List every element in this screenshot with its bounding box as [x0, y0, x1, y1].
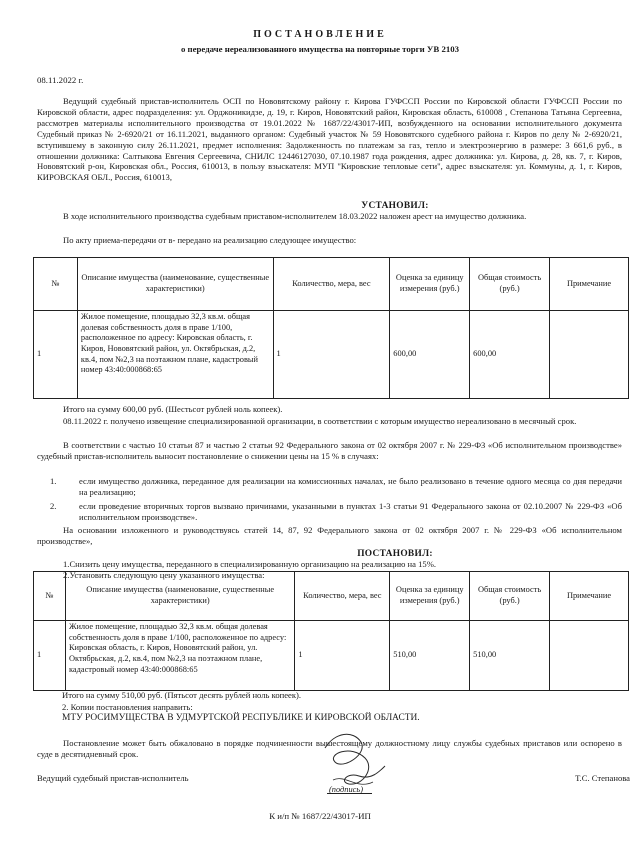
intro-paragraph: Ведущий судебный пристав-исполнитель ОСП по Нововятскому району г. Кирова ГУФССП России по Кировской области ГУФССП России по Кировской области, адрес подразделения: ул. Орджоникидзе, д. 19, г. Киров, Нововятский район, Кировская область, 610008 , Степанова Татьяна Сергеевна, рассмотрев материалы исполнительного производства от 19.01.2022 № 1687/22/43017-ИП, возбужденного на основании исполнительного документа Судебный приказ № 2-6920/21 от 16.11.2021, выданного органом: Судебный участок № 59 Нововятского судебного района г. Киров по делу № 2-6920/21, вступившему в законную силу 26.11.2021, предмет исполнения: Задолженность по платежам за газ, тепло и электроэнергию в размере: 3 661,6 руб., в отношении должника: Салтыкова Евгения Сергеевича, СНИЛС 12446127030, 07.10.1987 года рождения, адрес должника: ул. Кирова, д. 28, кв. 7, г. Киров, Нововятский р-он, Кировская обл., Россия, 610013, в пользу взыскателя: МУП "Кировские тепловые сети", адрес взыскателя: ул. Коммуны, д. 1, г. Киров, КИРОВСКАЯ ОБЛ., Россия, 610013, [37, 96, 622, 183]
col-header-price: Оценка за единицу измерения (руб.) [390, 572, 470, 621]
cell-total: 600,00 [470, 311, 550, 399]
col-header-qty: Количество, мера, вес [273, 258, 390, 311]
signature-caption: (подпись) [329, 785, 363, 794]
cell-note [550, 621, 629, 691]
total-reduced: Итого на сумму 510,00 руб. (Пятьсот десять рублей ноль копеек). [62, 690, 302, 700]
col-header-price: Оценка за единицу измерения (руб.) [390, 258, 470, 311]
arrest-paragraph: В ходе исполнительного производства судебным приставом-исполнителем 18.03.2022 наложен арест на имущество должника. [63, 211, 527, 221]
cell-desc: Жилое помещение, площадью 32,3 кв.м. общая долевая собственность доля в праве 1/100, расположенное по адресу: Кировская область, г. Киров, Нововятский район, ул. Октябрьская, д.2, кв.4, пом №2,3 на поэтажном плане, кадастровый номер 43:40:000868:65 [65, 621, 294, 691]
copy-recipient: МТУ РОСИМУЩЕСТВА В УДМУРТСКОЙ РЕСПУБЛИКЕ И КИРОВСКОЙ ОБЛАСТИ. [62, 713, 420, 723]
property-table-reduced [33, 571, 629, 691]
col-header-desc: Описание имущества (наименование, существенные характеристики) [77, 258, 273, 311]
signature-stroke [333, 779, 373, 785]
col-header-note: Примечание [550, 258, 629, 311]
property-table-initial [33, 257, 629, 399]
table-header-row [34, 572, 629, 621]
cell-price: 510,00 [390, 621, 470, 691]
law-paragraph: В соответствии с частью 10 статьи 87 и частью 2 статьи 92 Федерального закона от 02 октября 2007 г. № 229-ФЗ «Об исполнительном производстве» судебный пристав-исполнитель выносит постановление о снижении цены на 15 % в случаях: [37, 440, 622, 461]
appeal-paragraph: Постановление может быть обжаловано в порядке подчиненности вышестоящему должностному лицу службы судебных приставов или оспорено в суде в десятидневный срок. [37, 738, 622, 759]
col-header-num: № [34, 258, 78, 311]
cell-price: 600,00 [390, 311, 470, 399]
list-item-text: если имущество должника, переданное для реализации на комиссионных началах, не было реализовано в течение одного месяца со дня передачи на реализацию; [79, 476, 622, 497]
cell-desc: Жилое помещение, площадью 32,3 кв.м. общая долевая собственность доля в праве 1/100, расположенное по адресу: Кировская область, г. Киров, Нововятский район, ул. Октябрьская, д.2, кв.4, пом №2,3 на поэтажном плане, кадастровый номер 43:40:000868:65 [77, 311, 273, 399]
col-header-total: Общая стоимость (руб.) [470, 258, 550, 311]
col-header-desc: Описание имущества (наименование, существенные характеристики) [65, 572, 294, 621]
col-header-num: № [34, 572, 66, 621]
list-item-number: 2. [50, 501, 57, 511]
document-date: 08.11.2022 г. [37, 75, 84, 85]
list-item-text: если проведение вторичных торгов вызвано причинами, указанными в пунктах 1-3 статьи 91 Федерального закона от 02.10.2007 № 229-ФЗ «Об исполнительном производстве». [79, 501, 622, 522]
total-initial: Итого на сумму 600,00 руб. (Шестьсот рублей ноль копеек). [63, 404, 283, 414]
col-header-total: Общая стоимость (руб.) [470, 572, 550, 621]
copy-heading: 2. Копии постановления направить: [62, 702, 193, 712]
list-item-number: 1. [50, 476, 57, 486]
transfer-paragraph: По акту приема-передачи от в- передано на реализацию следующее имущество: [63, 235, 357, 245]
established-heading: УСТАНОВИЛ: [361, 201, 429, 211]
cell-num: 1 [34, 621, 66, 691]
notice-paragraph: 08.11.2022 г. получено извещение специализированной организации, в соответствии с которым имущество нереализовано в месячный срок. [63, 416, 577, 426]
cell-qty: 1 [295, 621, 390, 691]
document-title: ПОСТАНОВЛЕНИЕ [253, 29, 387, 40]
resolved-item-2: 2.Установить следующую цену указанного имущества: [63, 570, 265, 580]
signer-name: Т.С. Степанова [575, 773, 630, 783]
signer-role: Ведущий судебный пристав-исполнитель [37, 773, 189, 783]
signature-stroke [325, 734, 385, 784]
cell-num: 1 [34, 311, 78, 399]
resolved-heading: ПОСТАНОВИЛ: [357, 549, 433, 559]
col-header-note: Примечание [550, 572, 629, 621]
table-header-row [34, 258, 629, 311]
table-row [34, 621, 629, 691]
basis-paragraph: На основании изложенного и руководствуясь статей 14, 87, 92 Федерального закона от 02 октября 2007 г. № 229-ФЗ «Об исполнительном производстве», [37, 525, 622, 546]
table-row [34, 311, 629, 399]
col-header-qty: Количество, мера, вес [295, 572, 390, 621]
case-number-footer: К и/п № 1687/22/43017-ИП [269, 811, 371, 821]
resolved-item-1: 1.Снизить цену имущества, переданного в специализированную организацию на реализацию на 15%. [63, 559, 437, 569]
cell-note [550, 311, 629, 399]
cell-total: 510,00 [470, 621, 550, 691]
document-subtitle: о передаче нереализованного имущества на повторные торги УВ 2103 [180, 44, 460, 54]
cell-qty: 1 [273, 311, 390, 399]
